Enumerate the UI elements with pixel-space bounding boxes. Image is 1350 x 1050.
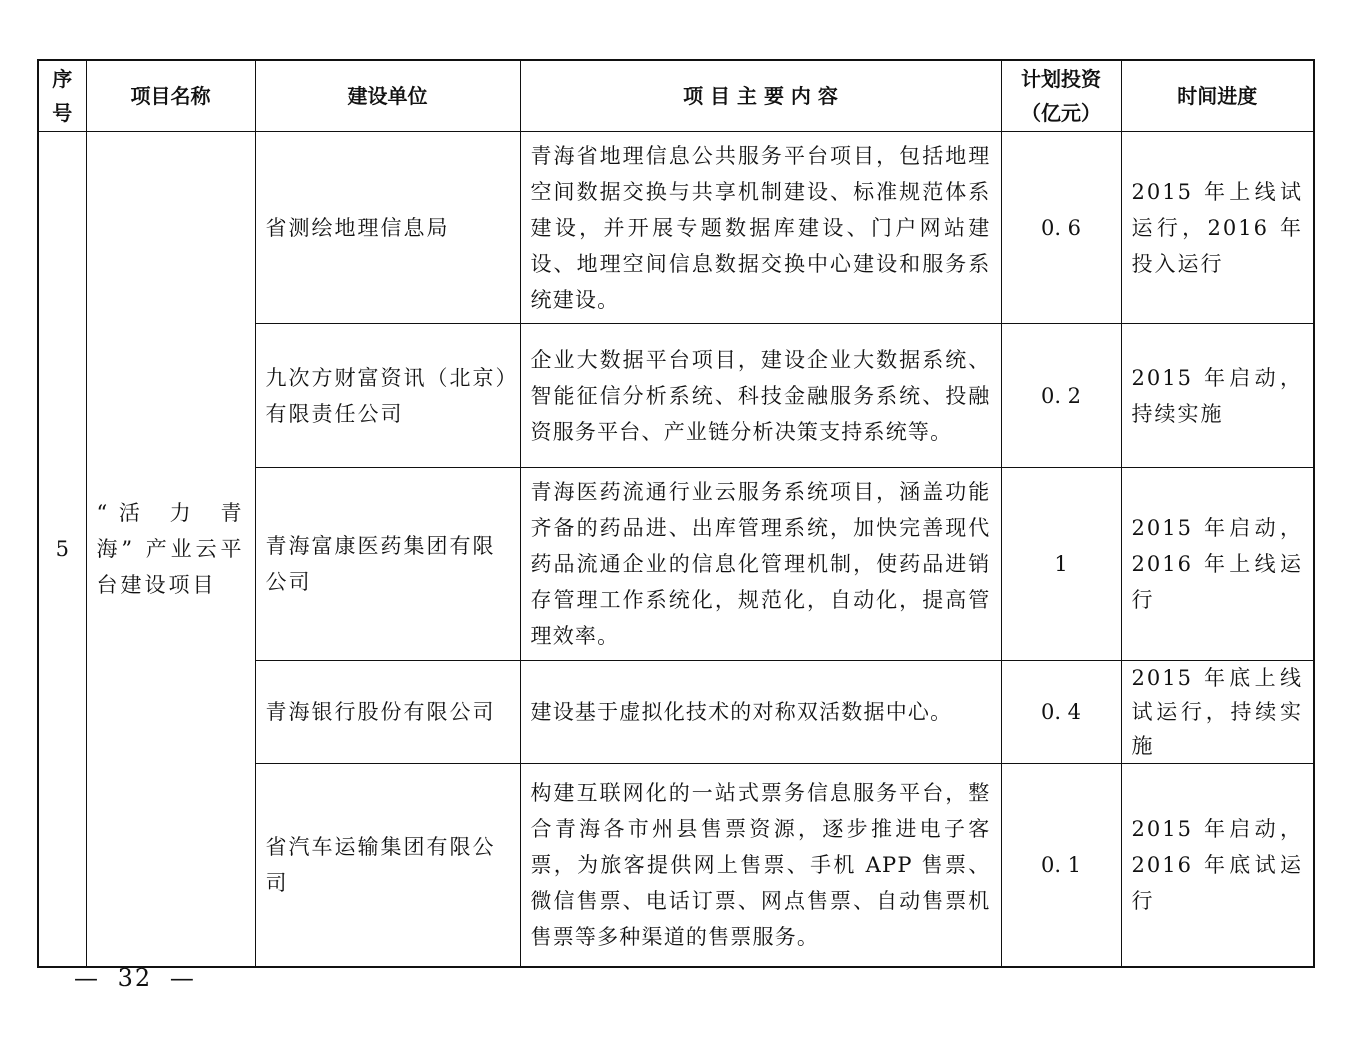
row-content: 青海省地理信息公共服务平台项目，包括地理空间数据交换与共享机制建设、标准规范体系建设，并开展专题数据库建设、门户网站建设、地理空间信息数据交换中心建设和服务系统建设。 bbox=[520, 132, 1001, 324]
row-content: 企业大数据平台项目，建设企业大数据系统、智能征信分析系统、科技金融服务系统、投融资服务平台、产业链分析决策支持系统等。 bbox=[520, 324, 1001, 468]
header-invest bbox=[1001, 60, 1121, 132]
page-number: 32 bbox=[117, 964, 153, 992]
row-invest: 1 bbox=[1001, 468, 1121, 661]
row-invest: 0. 4 bbox=[1001, 661, 1121, 764]
table-header-row bbox=[38, 60, 1314, 132]
header-name: 项目名称 bbox=[86, 60, 255, 132]
header-invest-line1: 计划投资 bbox=[1021, 67, 1101, 91]
group-seq: 5 bbox=[38, 132, 86, 967]
row-unit: 省测绘地理信息局 bbox=[255, 132, 520, 324]
row-content: 青海医药流通行业云服务系统项目，涵盖功能齐备的药品进、出库管理系统，加快完善现代药品流通企业的信息化管理机制，使药品进销存管理工作系统化，规范化，自动化，提高管理效率。 bbox=[520, 468, 1001, 661]
row-invest: 0. 6 bbox=[1001, 132, 1121, 324]
header-progress: 时间进度 bbox=[1121, 60, 1314, 132]
footer-dash-left: — bbox=[74, 964, 100, 992]
row-unit: 九次方财富资讯（北京）有限责任公司 bbox=[255, 324, 520, 468]
row-content: 建设基于虚拟化技术的对称双活数据中心。 bbox=[520, 661, 1001, 764]
table-row bbox=[38, 132, 1314, 324]
header-invest-line2: （亿元） bbox=[1021, 101, 1101, 125]
page-footer bbox=[66, 964, 204, 992]
row-unit: 省汽车运输集团有限公司 bbox=[255, 764, 520, 967]
row-progress: 2015 年上线试运行，2016 年投入运行 bbox=[1121, 132, 1314, 324]
row-progress: 2015 年启动，持续实施 bbox=[1121, 324, 1314, 468]
row-invest: 0. 1 bbox=[1001, 764, 1121, 967]
row-progress: 2015 年启动，2016 年底试运行 bbox=[1121, 764, 1314, 967]
row-unit: 青海银行股份有限公司 bbox=[255, 661, 520, 764]
row-progress: 2015 年底上线试运行，持续实施 bbox=[1121, 661, 1314, 764]
row-progress: 2015 年启动，2016 年上线运行 bbox=[1121, 468, 1314, 661]
project-table bbox=[37, 59, 1315, 968]
row-unit: 青海富康医药集团有限公司 bbox=[255, 468, 520, 661]
footer-dash-right: — bbox=[169, 964, 196, 992]
row-content: 构建互联网化的一站式票务信息服务平台，整合青海各市州县售票资源，逐步推进电子客票，为旅客提供网上售票、手机 APP 售票、微信售票、电话订票、网点售票、自动售票机售票等多种渠道的售票服务。 bbox=[520, 764, 1001, 967]
header-seq-label: 序号 bbox=[52, 67, 73, 125]
group-name: “活 力 青 海” 产业云平台建设项目 bbox=[86, 132, 255, 967]
header-content: 项 目 主 要 内 容 bbox=[520, 60, 1001, 132]
header-seq bbox=[38, 60, 86, 132]
header-unit: 建设单位 bbox=[255, 60, 520, 132]
row-invest: 0. 2 bbox=[1001, 324, 1121, 468]
